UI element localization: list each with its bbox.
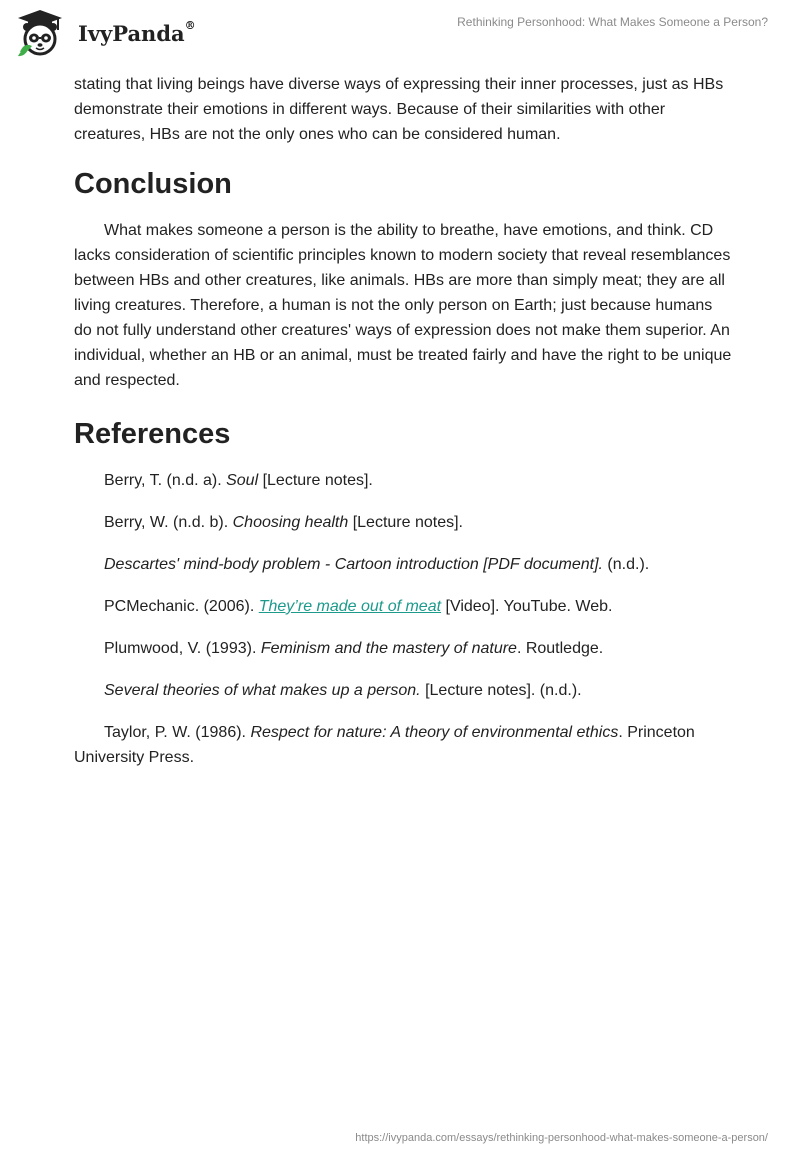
reference-item: Descartes' mind-body problem - Cartoon introduction [PDF document]. (n.d.). [104,556,650,573]
document-title: Rethinking Personhood: What Makes Someone a Person? [457,15,768,29]
brand-name: IvyPanda® [78,19,196,46]
reference-item: Plumwood, V. (1993). Feminism and the mastery of nature. Routledge. [104,640,604,657]
reference-item: Berry, T. (n.d. a). Soul [Lecture notes]. [104,472,373,489]
essay-content [74,72,734,787]
source-url[interactable]: https://ivypanda.com/essays/rethinking-personhood-what-makes-someone-a-person/ [355,1132,768,1144]
reference-item: PCMechanic. (2006). They’re made out of meat [Video]. YouTube. Web. [104,598,613,615]
references-heading: References [74,418,231,450]
reference-list [74,468,734,770]
video-reference-link[interactable]: They’re made out of meat [258,598,442,615]
page-header [0,0,800,70]
reference-item: Berry, W. (n.d. b). Choosing health [Lecture notes]. [104,514,463,531]
registered-mark: ® [184,19,196,32]
reference-item: Several theories of what makes up a person. [Lecture notes]. (n.d.). [104,682,582,699]
conclusion-heading: Conclusion [74,168,232,200]
panda-graduate-icon [14,8,66,58]
ivypanda-logo[interactable] [14,8,194,58]
reference-item: Taylor, P. W. (1986). Respect for nature: A theory of environmental ethics. Princeton University Press. [74,724,695,766]
intro-paragraph: stating that living beings have diverse ways of expressing their inner processes, just as HBs demonstrate their emotions in different ways. Because of their similarities with other creatures, HBs are not the only ones who can be considered human. [74,76,724,143]
conclusion-paragraph: What makes someone a person is the ability to breathe, have emotions, and think. CD lacks consideration of scientific principles known to modern society that reveal resemblances between HBs and other creatures, like animals. HBs are more than simply meat; they are all living creatures. Therefore, a human is not the only person on Earth; just because humans do not fully understand other creatures' ways of expression does not make them superior. An individual, whether an HB or an animal, must be treated fairly and have the right to be unique and respected. [74,222,732,389]
